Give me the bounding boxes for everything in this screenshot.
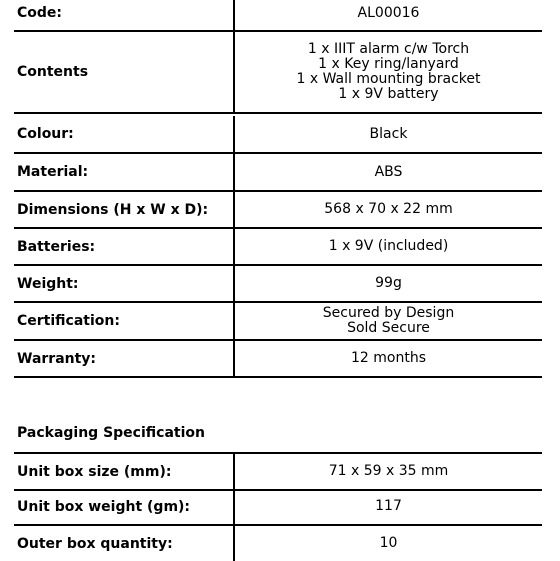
row-label: Code: — [17, 5, 63, 21]
packaging-heading: Packaging Specification — [17, 425, 205, 441]
row-label: Certification: — [17, 313, 120, 329]
row-label: Weight: — [17, 275, 79, 292]
spec-row-colour — [14, 116, 542, 154]
row-value: 117 — [375, 498, 402, 514]
row-value: 99g — [375, 275, 402, 291]
row-label: Unit box size (mm): — [17, 463, 172, 480]
packaging-row-unit-box-weight — [14, 489, 542, 526]
row-value: 1 x 9V (included) — [328, 238, 449, 254]
row-value: AL00016 — [357, 4, 420, 21]
packaging-row-outer-box-quantity — [14, 526, 542, 561]
row-value: 1 x IIIT alarm c/w Torch 1 x Key ring/lanyard 1 x Wall mounting bracket 1 x 9V battery — [296, 41, 481, 102]
row-label: Contents — [17, 64, 89, 80]
row-label: Warranty: — [17, 350, 97, 367]
spec-row-code — [14, 0, 542, 32]
spec-row-contents — [14, 32, 542, 114]
spec-row-batteries — [14, 229, 542, 266]
row-label: Batteries: — [17, 238, 96, 255]
row-label: Colour: — [17, 126, 74, 142]
spec-row-warranty — [14, 341, 542, 378]
packaging-row-unit-box-size — [14, 452, 542, 491]
row-label: Material: — [17, 164, 89, 180]
row-label: Unit box weight (gm): — [17, 498, 191, 515]
spec-row-dimensions — [14, 192, 542, 229]
row-value: 12 months — [351, 350, 426, 366]
row-value: ABS — [374, 163, 403, 180]
row-value: 568 x 70 x 22 mm — [324, 201, 453, 217]
row-label: Dimensions (H x W x D): — [17, 201, 209, 218]
row-label: Outer box quantity: — [17, 535, 173, 552]
row-value: 10 — [379, 535, 398, 551]
row-value: Black — [369, 125, 408, 142]
spec-row-weight — [14, 266, 542, 303]
row-value: 71 x 59 x 35 mm — [328, 463, 449, 479]
spec-row-material — [14, 154, 542, 192]
spec-row-certification — [14, 303, 542, 341]
row-value: Secured by Design Sold Secure — [322, 305, 455, 336]
